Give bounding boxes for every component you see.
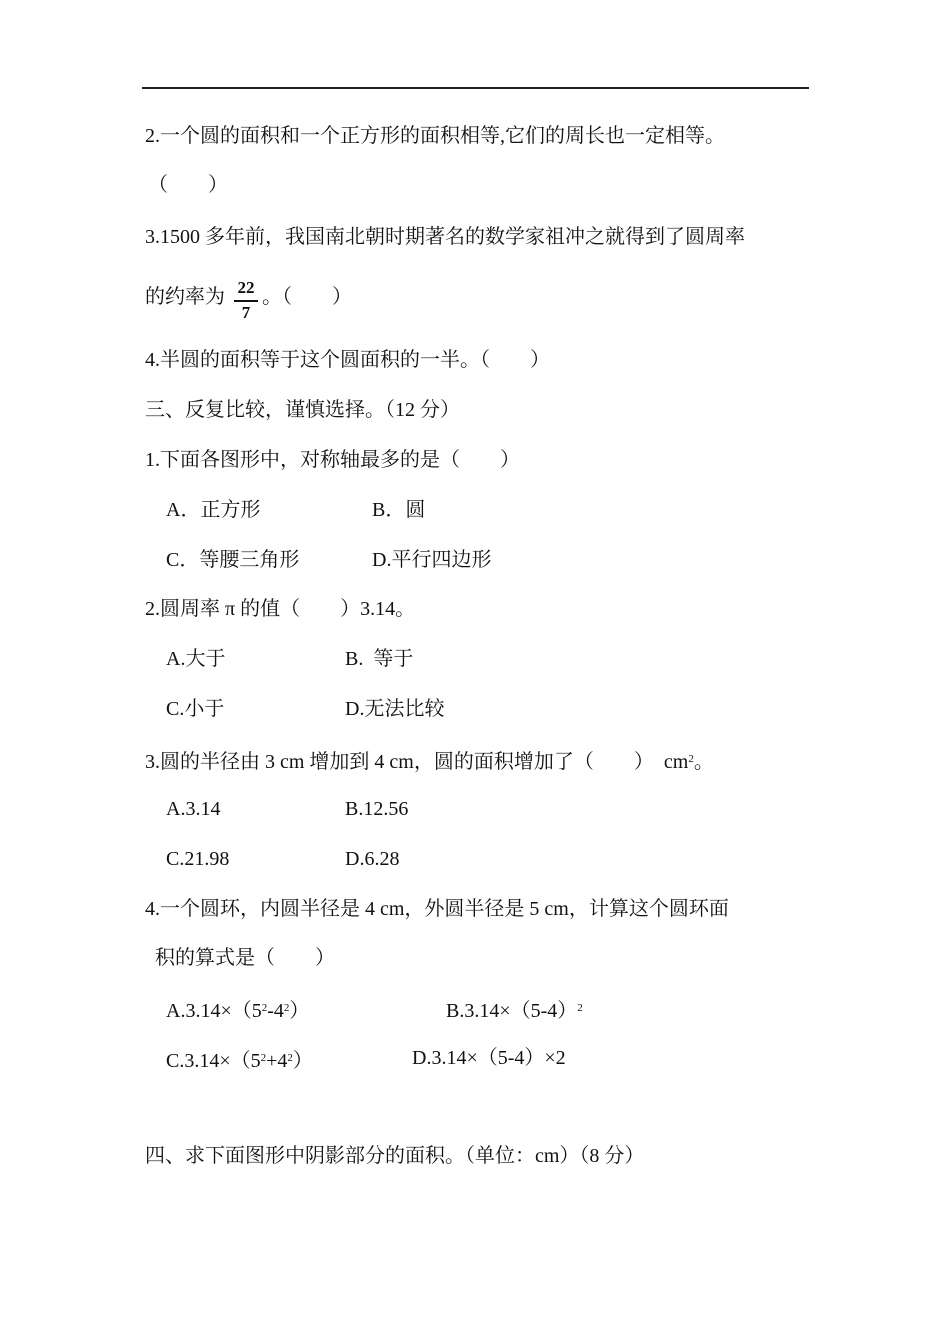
option-d: D.6.28 xyxy=(345,848,400,870)
option-text: ） xyxy=(289,1000,310,1022)
question-3-1: 1.下面各图形中，对称轴最多的是（ ） xyxy=(145,449,520,471)
option-text: -4 xyxy=(267,1000,284,1022)
question-end: 。 xyxy=(693,751,714,773)
section-3-title: 三、反复比较，谨慎选择。（12 分） xyxy=(145,399,460,421)
question-3-4-line2: 积的算式是（ ） xyxy=(155,947,335,969)
question-2-4: 4.半圆的面积等于这个圆面积的一半。（ ） xyxy=(145,349,550,371)
option-text: A.3.14×（5 xyxy=(166,1000,262,1022)
question-2-3-prefix: 的约率为 xyxy=(145,286,225,308)
superscript: 2 xyxy=(261,1002,268,1014)
fraction-numerator: 22 xyxy=(237,278,255,297)
option-d: D.3.14×（5-4）×2 xyxy=(412,1047,566,1069)
question-2-3-suffix: 。（ ） xyxy=(262,286,352,308)
question-3-2: 2.圆周率 π 的值（ ）3.14。 xyxy=(145,598,416,620)
answer-paren: （ ） xyxy=(148,174,228,196)
option-text: C.3.14×（5 xyxy=(166,1050,261,1072)
superscript: 2 xyxy=(287,1052,293,1064)
option-a: A．正方形 xyxy=(166,499,261,521)
superscript: 2 xyxy=(260,1052,267,1064)
header-rule xyxy=(142,87,809,89)
option-b: B.12.56 xyxy=(345,798,409,820)
option-b: B. 等于 xyxy=(345,648,414,670)
question-3-3 xyxy=(145,747,714,774)
question-text: 3.圆的半径由 3 cm 增加到 4 cm，圆的面积增加了（ ） cm xyxy=(145,751,689,773)
fraction-bar xyxy=(234,300,258,302)
option-d: D.平行四边形 xyxy=(372,549,492,571)
option-a: A.大于 xyxy=(166,648,226,670)
option-text: B.3.14×（5-4） xyxy=(446,1000,578,1022)
option-b: B．圆 xyxy=(372,499,426,521)
question-3-4-line1: 4.一个圆环，内圆半径是 4 cm，外圆半径是 5 cm，计算这个圆环面 xyxy=(145,898,729,920)
question-2-3-line1: 3.1500 多年前，我国南北朝时期著名的数学家祖冲之就得到了圆周率 xyxy=(145,226,745,248)
question-2-2: 2.一个圆的面积和一个正方形的面积相等,它们的周长也一定相等。 xyxy=(145,125,725,147)
option-c: C.21.98 xyxy=(166,848,230,870)
option-text: ） xyxy=(292,1050,313,1072)
fraction-denominator: 7 xyxy=(241,303,251,322)
superscript: 2 xyxy=(283,1002,290,1014)
option-d: D.无法比较 xyxy=(345,698,445,720)
option-a: A.3.14 xyxy=(166,798,221,820)
option-a xyxy=(166,996,309,1023)
superscript: 2 xyxy=(577,1002,583,1014)
option-b xyxy=(446,996,583,1023)
option-c xyxy=(166,1046,313,1073)
superscript: 2 xyxy=(688,753,694,765)
option-text: +4 xyxy=(266,1050,288,1072)
option-c: C.小于 xyxy=(166,698,225,720)
section-4-title: 四、求下面图形中阴影部分的面积。（单位：cm）（8 分） xyxy=(145,1145,645,1167)
option-c: C．等腰三角形 xyxy=(166,549,300,571)
